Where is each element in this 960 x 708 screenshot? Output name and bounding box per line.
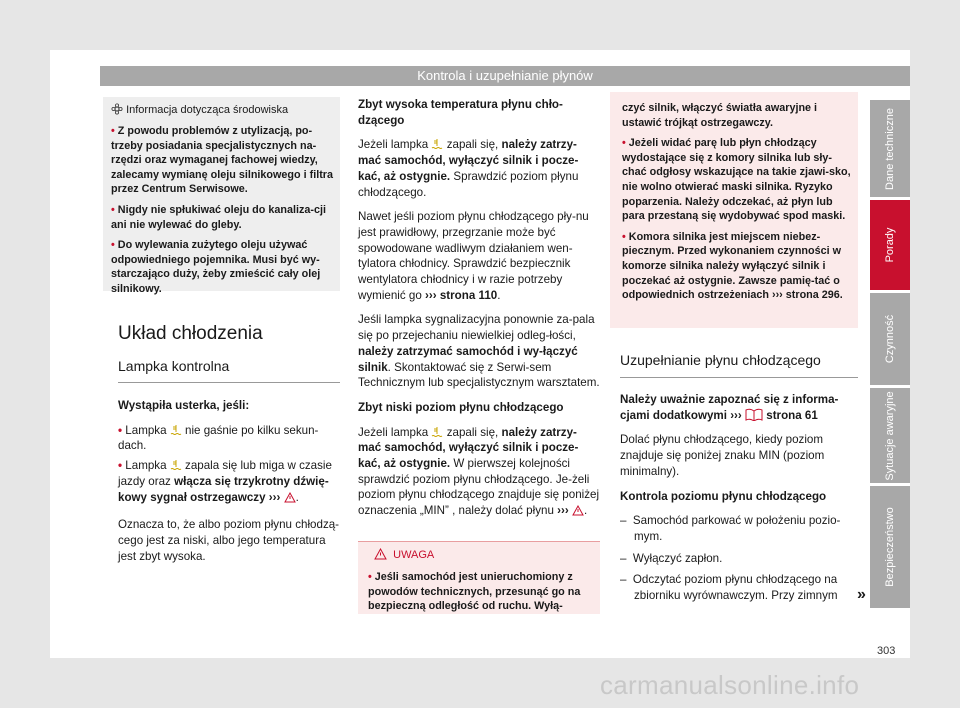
heading: Kontrola poziomu płynu chłodzącego <box>620 489 827 503</box>
page-link[interactable]: strona 61 <box>766 408 818 422</box>
intro-text: Wystąpiła usterka, jeśli: <box>118 399 250 412</box>
list-item: • Do wylewania zużytego oleju używać odpowiedniego pojemnika. Musi być wy-starczająco duży, żeby zmieścić cały olej silnikowy. <box>111 239 321 295</box>
tab-porady[interactable]: Porady <box>870 200 910 290</box>
ref-arrow-icon: ››› <box>771 289 783 302</box>
warning-text: czyć silnik, włączyć światła awaryjne i ustawić trójkąt ostrzegawczy. <box>622 102 818 129</box>
coolant-warning-icon <box>170 459 182 472</box>
paragraph: Jeżeli lampka zapali się, należy zatrzy-mać samochód, wyłączyć silnik i pocze-kać, aż ostygnie. W pierwszej kolejności sprawdzić poziom płynu chłodzącego. Je-żeli poziom płynu chłodzącego znajduje się poniżej oznaczenia „MIN” , należy dolać płynu ››› . <box>358 425 600 518</box>
coolant-warning-icon <box>431 426 443 439</box>
list-item: • Z powodu problemów z utylizacją, po-trzeby posiadania specjalistycznych na-rzędzi oraz wymaganej fachowej wiedzy, zalecamy wymianę oleju silnikowego i filtra przez Centrum Serwisowe. <box>111 125 334 196</box>
page-number: 303 <box>877 645 896 657</box>
list-item: • Jeżeli widać parę lub płyn chłodzący wydostające się z komory silnika lub sły-chać odgłosy wskazujące na takie zjawi-sko, nie wolno otwierać maski silnika. Ryzyko poparzenia. Należy odczekać, aż płyn lub para przestaną się wydobywać spod maski. <box>622 137 851 223</box>
step-item: – Odczytać poziom płynu chłodzącego na zbiorniku wyrównawczym. Przy zimnym <box>620 573 838 603</box>
ref-arrow-icon: ››› <box>557 504 569 518</box>
tab-sytuacje-awaryjne[interactable]: Sytuacje awaryjne <box>870 388 910 483</box>
section-title: Układ chłodzenia <box>118 323 263 344</box>
list-item: • Lampka zapala się lub miga w czasie jazdy oraz włącza się trzykrotny dźwię-kowy sygnał ostrzegawczy ››› . <box>118 459 332 504</box>
step-item: – Samochód parkować w położeniu pozio-mym. <box>620 514 841 543</box>
warning-triangle-icon[interactable] <box>284 491 296 504</box>
list-item: • Lampka nie gaśnie po kilku sekun-dach. <box>118 423 319 453</box>
paragraph: Oznacza to, że albo poziom płynu chłodzą-cego jest za niski, albo jego temperatura jest zbyt wysoka. <box>118 518 340 563</box>
warning-triangle-icon <box>374 549 387 561</box>
list-item: • Komora silnika jest miejscem niebez-piecznym. Przed wykonaniem czynności w komorze silnika należy wyłączyć silnik i poczekać aż ostygnie. Zawsze pamię-tać o odpowiednich ostrzeżeniach ››› strona 296. <box>622 230 843 302</box>
ref-arrow-icon: ››› <box>425 288 437 302</box>
paragraph: Nawet jeśli poziom płynu chłodzącego pły-nu jest prawidłowy, przegrzanie może być spowodowane wadliwym działaniem wen-tylatora chłodnicy. Sprawdzić bezpiecznik wentylatora chłodnicy i w razie potrzeby wymienić go ››› strona 110. <box>358 210 589 302</box>
flower-icon <box>111 104 123 116</box>
ref-arrow-icon: ››› <box>730 408 742 422</box>
tab-dane-techniczne[interactable]: Dane techniczne <box>870 100 910 197</box>
coolant-warning-icon <box>170 424 182 437</box>
ref-arrow-icon: ››› <box>268 490 281 504</box>
warning-title: UWAGA <box>393 549 435 561</box>
column-2 <box>358 97 600 528</box>
subsection-title: Lampka kontrolna <box>118 358 340 383</box>
environment-info-box <box>103 97 340 295</box>
coolant-warning-icon <box>431 138 443 151</box>
watermark: carmanualsonline.info <box>600 670 860 700</box>
book-icon <box>745 409 763 422</box>
warning-box-continued <box>610 92 858 328</box>
tab-bezpieczenstwo[interactable]: Bezpieczeństwo <box>870 486 910 608</box>
column-3 <box>620 392 858 610</box>
paragraph: Dolać płynu chłodzącego, kiedy poziom znajduje się poniżej znaku MIN (poziom minimalny). <box>620 433 825 478</box>
page-header: Kontrola i uzupełnianie płynów <box>100 66 910 86</box>
section-title-refill: Uzupełnianie płynu chłodzącego <box>620 352 858 378</box>
heading: Zbyt wysoka temperatura płynu chło-dzącego <box>358 98 563 127</box>
list-item: • Nigdy nie spłukiwać oleju do kanaliza-cji ani nie wylewać do gleby. <box>111 203 326 231</box>
paragraph: Należy uważnie zapoznać się z informa-cjami dodatkowymi ››› strona 61 <box>620 393 839 422</box>
page-link[interactable]: strona 110 <box>439 288 498 302</box>
step-item: – Wyłączyć zapłon. <box>620 551 723 565</box>
continue-arrow-icon: » <box>857 586 866 603</box>
warning-box: UWAGA • Jeśli samochód jest unieruchomiony z powodów technicznych, przesunąć go na bezpieczną odległość od ruchu. Wyłą- <box>358 541 600 614</box>
tab-czynnosc[interactable]: Czynność <box>870 293 910 385</box>
column-1 <box>118 398 340 573</box>
paragraph: Jeśli lampka sygnalizacyjna ponownie za-pala się po przejechaniu niewielkiej odleg-łości, należy zatrzymać samochód i wy-łączyć silnik. Skontaktować się z Serwi-sem Technicznym lub specjalistycznym warsztatem. <box>358 313 600 390</box>
environment-info-title: Informacja dotycząca środowiska <box>126 104 289 116</box>
warning-triangle-icon[interactable] <box>572 504 584 517</box>
warning-text: Jeśli samochód jest unieruchomiony z powodów technicznych, przesunąć go na bezpieczną odległość od ruchu. Wyłą- <box>368 571 581 613</box>
page-link[interactable]: strona 296 <box>785 289 840 302</box>
paragraph: Jeżeli lampka zapali się, należy zatrzy-mać samochód, wyłączyć silnik i pocze-kać, aż ostygnie. Sprawdzić poziom płynu chłodzącego. <box>358 138 579 199</box>
heading: Zbyt niski poziom płynu chłodzącego <box>358 400 564 414</box>
